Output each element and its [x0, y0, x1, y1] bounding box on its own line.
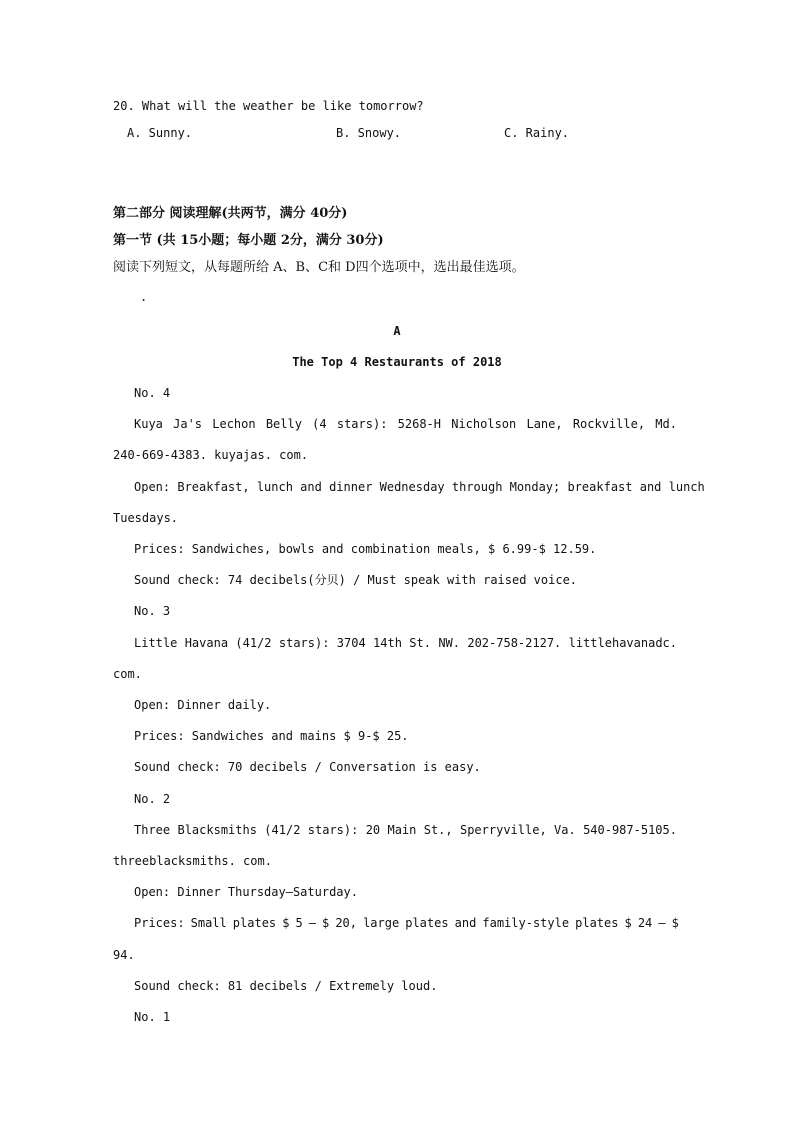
word: $ — [322, 916, 330, 930]
word: Sperryville, — [459, 823, 547, 837]
word: 5 — [295, 916, 303, 930]
word: 20, — [335, 916, 358, 930]
no3-open: Open: Dinner daily. — [134, 698, 272, 712]
word: Havana — [184, 636, 229, 650]
word: stars): — [278, 636, 330, 650]
no3-name-address — [134, 635, 677, 651]
word: $ — [282, 916, 290, 930]
word: Rockville, — [572, 417, 646, 431]
word: plates — [232, 916, 277, 930]
no4-prices: Prices: Sandwiches, bowls and combination meals, $ 6.99-$ 12.59. — [134, 542, 597, 556]
word: NW. — [438, 636, 461, 650]
word: 3704 — [336, 636, 366, 650]
word: Three — [134, 823, 171, 837]
word: stars): — [307, 823, 359, 837]
no2-sound: Sound check: 81 decibels / Extremely loud. — [134, 979, 438, 993]
word: large — [363, 916, 400, 930]
word: (4 — [312, 417, 327, 431]
word: plates — [575, 916, 619, 930]
word: Prices: — [134, 916, 185, 930]
option-b: B. Snowy. — [336, 126, 402, 140]
word: Md. — [655, 417, 677, 431]
word: Kuya — [134, 417, 163, 431]
stray-dot: . — [140, 290, 148, 304]
option-a: A. Sunny. — [127, 126, 193, 140]
no4-sound: Sound check: 74 decibels(分贝) / Must speak with raised voice. — [134, 573, 578, 587]
rank-no2: No. 2 — [134, 792, 171, 806]
part-title: 第二部分 阅读理解(共两节，满分 40分) — [113, 206, 348, 221]
rank-no3: No. 3 — [134, 604, 171, 618]
rank-no4: No. 4 — [134, 386, 171, 400]
word: and — [454, 916, 477, 930]
word: 5268-H — [397, 417, 441, 431]
no4-name-address — [134, 416, 677, 432]
no2-contact: threeblacksmiths. com. — [113, 854, 272, 868]
word: 20 — [365, 823, 381, 837]
word: 14th — [373, 636, 402, 650]
word: 202-758-2127. — [467, 636, 562, 650]
option-c: C. Rainy. — [504, 126, 570, 140]
no3-prices: Prices: Sandwiches and mains $ 9-$ 25. — [134, 729, 409, 743]
word: Lane, — [526, 417, 563, 431]
passage-title: The Top 4 Restaurants of 2018 — [292, 355, 502, 369]
no3-sound: Sound check: 70 decibels / Conversation is easy. — [134, 760, 481, 774]
no3-contact: com. — [113, 667, 142, 681]
word: St., — [423, 823, 453, 837]
word: Main — [387, 823, 417, 837]
no4-open: Open: Breakfast, lunch and dinner Wednesday through Monday; breakfast and lunch — [134, 480, 705, 494]
word: Little — [134, 636, 178, 650]
word: Ja's — [173, 417, 203, 431]
no2-prices — [134, 915, 679, 931]
word: 540-987-5105. — [583, 823, 677, 837]
word: – — [658, 916, 666, 930]
subsection-title: 第一节 (共 15小题；每小题 2分，满分 30分) — [113, 233, 384, 248]
word: plates — [405, 916, 449, 930]
no2-name-address — [134, 822, 677, 838]
word: (41/2 — [235, 636, 272, 650]
word: 24 — [637, 916, 653, 930]
word: Belly — [265, 417, 302, 431]
word: – — [308, 916, 316, 930]
word: Nicholson — [451, 417, 517, 431]
word: $ — [624, 916, 632, 930]
word: Lechon — [212, 417, 256, 431]
no2-prices-cont: 94. — [113, 948, 135, 962]
question-stem: 20. What will the weather be like tomorrow? — [113, 99, 424, 113]
word: $ — [671, 916, 679, 930]
instruction: 阅读下列短文，从每题所给 A、B、C和 D四个选项中，选出最佳选项。 — [113, 260, 525, 275]
no4-contact: 240-669-4383. kuyajas. com. — [113, 448, 309, 462]
no4-open-cont: Tuesdays. — [113, 511, 179, 525]
word: stars): — [336, 417, 388, 431]
word: family-style — [482, 916, 570, 930]
word: (41/2 — [264, 823, 301, 837]
rank-no1: No. 1 — [134, 1010, 171, 1024]
word: littlehavanadc. — [568, 636, 677, 650]
passage-letter: A — [393, 324, 401, 338]
word: Blacksmiths — [177, 823, 257, 837]
word: St. — [409, 636, 431, 650]
word: Small — [190, 916, 227, 930]
no2-open: Open: Dinner Thursday—Saturday. — [134, 885, 358, 899]
word: Va. — [554, 823, 576, 837]
